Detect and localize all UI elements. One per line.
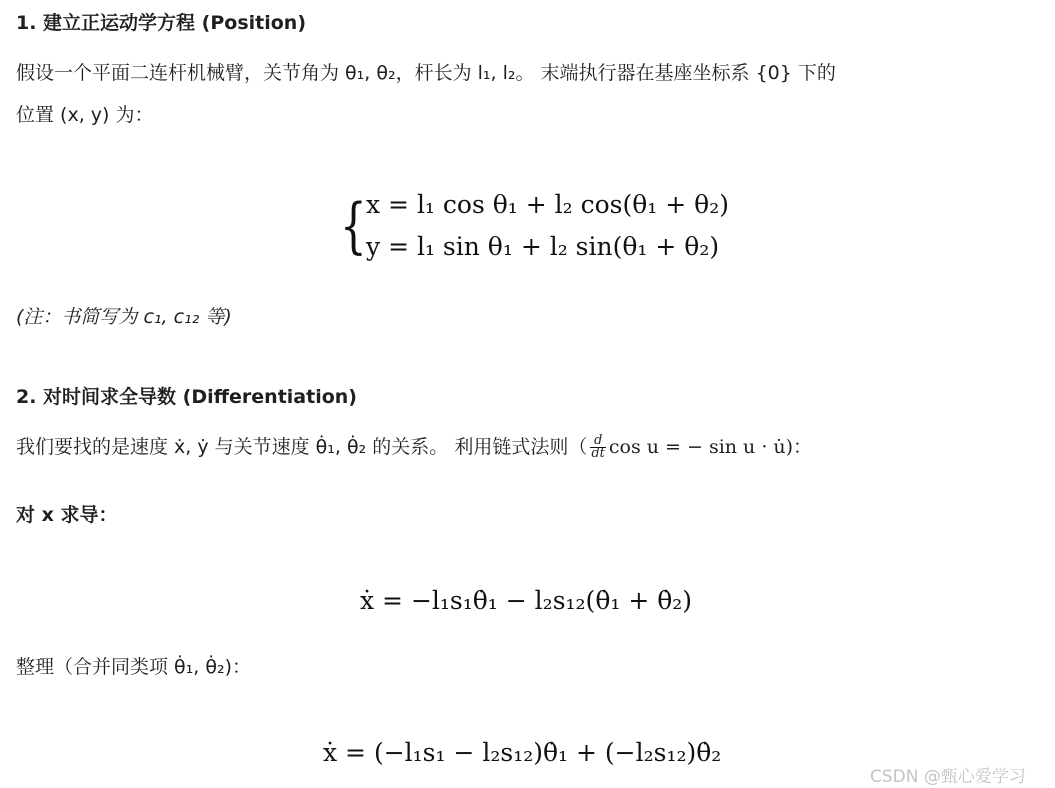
dx-label: 对 x 求导： <box>16 504 118 526</box>
equation-y-position: y = l₁ sin θ₁ + l₂ sin(θ₁ + θ₂) <box>366 232 720 261</box>
section1-intro-line2: 位置 (x, y) 为： <box>16 104 154 126</box>
notation-note: (注：书简写为 c₁, c₁₂ 等) <box>16 306 232 328</box>
fraction-denominator: dt <box>591 446 605 461</box>
equation-x-position: x = l₁ cos θ₁ + l₂ cos(θ₁ + θ₂) <box>366 190 729 219</box>
equation-xdot-rearranged: ẋ = (−l₁s₁ − l₂s₁₂)θ̇₁ + (−l₂s₁₂)θ̇₂ <box>323 738 722 767</box>
rearrange-label: 整理（合并同类项 θ̇₁, θ̇₂)： <box>16 656 252 678</box>
section1-intro-line1: 假设一个平面二连杆机械臂，关节角为 θ₁, θ₂，杆长为 l₁, l₂。 末端执行器在基座坐标系 {0} 下的 <box>16 62 836 84</box>
derivative-fraction <box>590 435 606 460</box>
equation-xdot: ẋ = −l₁s₁θ̇₁ − l₂s₁₂(θ̇₁ + θ̇₂) <box>360 586 693 615</box>
csdn-watermark: CSDN @甄心爱学习 <box>870 767 1026 787</box>
section1-heading: 1. 建立正运动学方程 (Position) <box>16 12 307 34</box>
section2-intro-text: 我们要找的是速度 ẋ, ẏ 与关节速度 θ̇₁, θ̇₂ 的关系。 利用链式法则（ <box>16 436 588 458</box>
fraction-numerator: d <box>590 435 606 448</box>
section2-intro <box>16 432 812 460</box>
section2-heading: 2. 对时间求全导数 (Differentiation) <box>16 386 357 408</box>
chain-rule-tail: cos u = − sin u · u̇)： <box>608 436 813 458</box>
equation-system-brace: { <box>340 191 367 261</box>
